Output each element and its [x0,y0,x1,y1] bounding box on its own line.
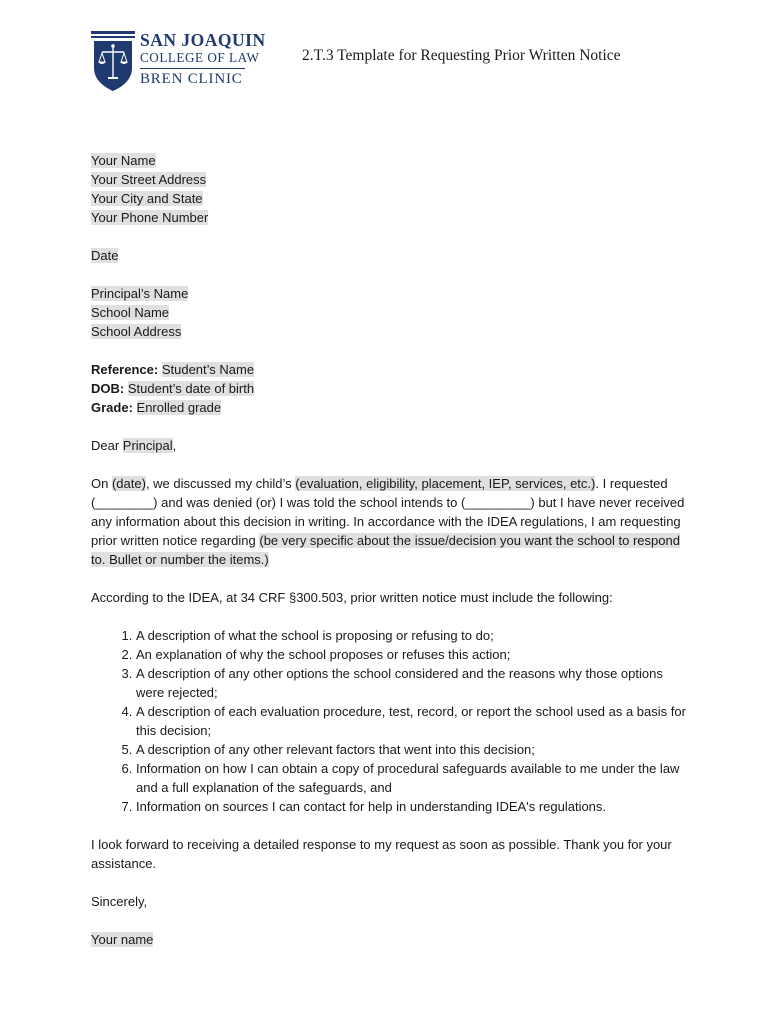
para1-text-2: , we discussed my child’s [145,476,296,491]
para1-text-3: . I requested (________) and was denied (or) I was told the school intends to (_________) but I have never received any information about this decision in writing. In accordance with the IDEA regulations, I am requesting prior written notice regarding [91,476,685,548]
request-paragraph [91,474,691,569]
list-item: 3. A description of any other options the school considered and the reasons why those options were rejected; [136,664,691,702]
shield-scales-icon [91,30,135,92]
grade-value: Enrolled grade [136,400,222,415]
sender-phone-line [91,208,691,227]
list-item: 4. A description of each evaluation procedure, test, record, or report the school used as a basis for this decision; [136,702,691,740]
logo-line-3: BREN CLINIC [140,71,243,87]
salutation-suffix: , [172,438,177,453]
list-item: 2. An explanation of why the school proposes or refuses this action; [136,645,691,664]
sender-city-line [91,189,691,208]
para1-text-1: On [91,476,112,491]
grade-line [91,398,691,417]
reference-line [91,360,691,379]
college-logo [91,30,266,92]
principal-line [91,284,691,303]
letter-body [91,151,691,949]
sender-phone: Your Phone Number [91,210,209,225]
principal-name: Principal’s Name [91,286,189,301]
idea-intro-paragraph: According to the IDEA, at 34 CRF §300.503, prior written notice must include the following: [91,590,613,605]
logo-divider [140,68,245,69]
school-address-line [91,322,691,341]
list-item: 7. Information on sources I can contact for help in understanding IDEA's regulations. [136,797,691,816]
document-title: 2.T.3 Template for Requesting Prior Written Notice [302,47,621,64]
dob-value: Student’s date of birth [127,381,255,396]
date-line [91,246,691,265]
school-address: School Address [91,324,182,339]
closing-line: Sincerely, [91,894,148,909]
dob-label: DOB: [91,381,125,396]
reference-label: Reference: [91,362,159,377]
list-item: 1. A description of what the school is proposing or refusing to do; [136,626,691,645]
para1-topic-placeholder: (evaluation, eligibility, placement, IEP, services, etc.) [295,476,596,491]
sender-city-state: Your City and State [91,191,203,206]
school-name-line [91,303,691,322]
letter-date: Date [91,248,119,263]
logo-line-1: SAN JOAQUIN [140,30,266,50]
list-item: 5. A description of any other relevant factors that went into this decision; [136,740,691,759]
para1-date-placeholder: (date) [111,476,146,491]
list-item: 6. Information on how I can obtain a copy of procedural safeguards available to me under the law and a full explanation of the safeguards, and [136,759,691,797]
salutation-prefix: Dear [91,438,123,453]
school-name: School Name [91,305,170,320]
sender-street: Your Street Address [91,172,207,187]
sender-name-line [91,151,691,170]
salutation [91,436,691,455]
signature-line [91,930,691,949]
sender-name: Your Name [91,153,156,168]
salutation-name: Principal [122,438,173,453]
signature-name: Your name [91,932,154,947]
closing-paragraph: I look forward to receiving a detailed response to my request as soon as possible. Thank you for your assistance. [91,837,672,871]
dob-line [91,379,691,398]
logo-line-2: COLLEGE OF LAW [140,50,260,65]
grade-label: Grade: [91,400,133,415]
para1-specifics-placeholder: (be very specific about the issue/decision you want the school to respond to. Bullet or number the items.) [91,533,680,567]
requirements-list [91,626,691,816]
sender-street-line [91,170,691,189]
reference-value: Student’s Name [161,362,255,377]
